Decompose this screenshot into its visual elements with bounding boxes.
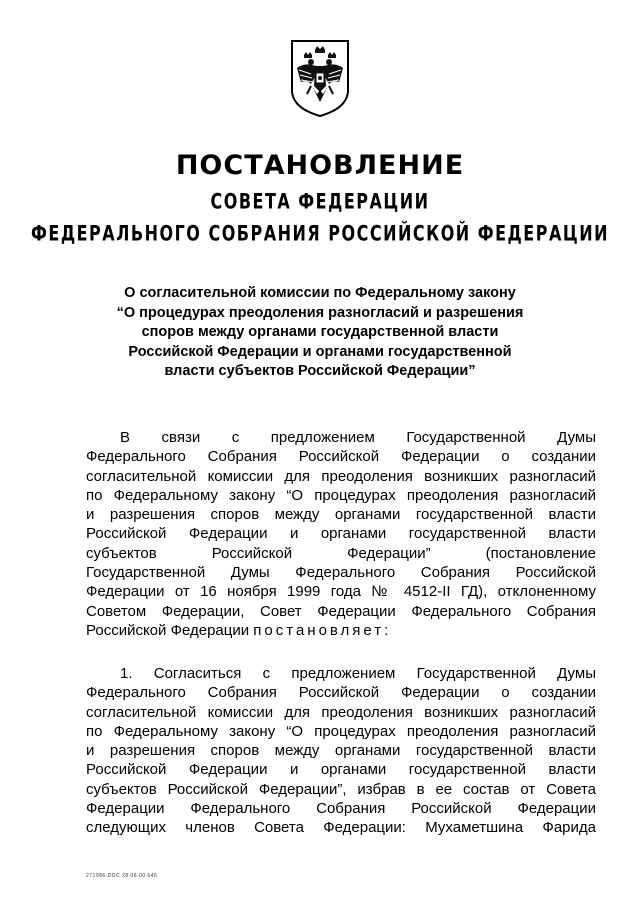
preamble-paragraph [86, 428, 596, 640]
issuing-body: СОВЕТА ФЕДЕРАЦИИ [210, 188, 430, 214]
paragraph-line [86, 621, 596, 640]
subject-line: Российской Федерации и органами государственной [128, 343, 512, 360]
paragraph-line: субъектов Российской Федерации” (постановление [86, 544, 596, 562]
resolution-item-1 [86, 664, 596, 838]
paragraph-line: Федерации Федерального Собрания Российской Федерации [86, 800, 596, 818]
paragraph-line: согласительной комиссии для преодоления возникших разногласий [86, 703, 596, 721]
russian-coat-of-arms-icon [289, 38, 351, 118]
paragraph-line: согласительной комиссии для преодоления возникших разногласий [86, 467, 596, 485]
paragraph-line: по Федеральному закону “О процедурах преодоления разногласий [86, 486, 596, 504]
paragraph-line: по Федеральному закону “О процедурах преодоления разногласий [86, 722, 596, 740]
paragraph-line-text: Российской Федерации [86, 621, 250, 639]
document-code: 271086.DOC 28.06.00 645 [86, 873, 158, 879]
paragraph-line: Федерального Собрания Российской Федерации о создании [86, 448, 596, 466]
paragraph-line: следующих членов Совета Федерации: Мухаметшина Фарида [86, 819, 596, 837]
paragraph-line: Федерации от 16 ноября 1999 года № 4512-II ГД), отклоненному [86, 583, 596, 601]
paragraph-line: субъектов Российской Федерации”, избрав в ее состав от Совета [86, 780, 596, 798]
subject-line: споров между органами государственной власти [141, 324, 499, 340]
paragraph-line: 1. Согласиться с предложением Государственной Думы [120, 665, 596, 682]
paragraph-line: Государственной Думы Федерального Собрания Российской [86, 564, 596, 582]
subject-line: власти субъектов Российской Федерации” [164, 363, 476, 379]
paragraph-line: Советом Федерации, Совет Федерации Федерального Собрания [86, 602, 596, 620]
document-title: ПОСТАНОВЛЕНИЕ [175, 150, 465, 181]
resolves-word: постановляет: [253, 621, 392, 639]
subject-line: О согласительной комиссии по Федеральному закону [124, 285, 516, 301]
issuing-assembly: ФЕДЕРАЛЬНОГО СОБРАНИЯ РОССИЙСКОЙ ФЕДЕРАЦИИ [31, 220, 609, 246]
paragraph-line: и разрешения споров между органами государственной власти [86, 742, 596, 760]
subject-line: “О процедурах преодоления разногласий и разрешения [116, 304, 524, 321]
paragraph-line: В связи с предложением Государственной Думы [120, 429, 596, 446]
document-subject [108, 284, 532, 382]
paragraph-line: и разрешения споров между органами государственной власти [86, 506, 596, 524]
paragraph-line: Российской Федерации и органами государственной власти [86, 525, 596, 543]
paragraph-line: Федерального Собрания Российской Федерации о создании [86, 684, 596, 702]
paragraph-line: Российской Федерации и органами государственной власти [86, 761, 596, 779]
